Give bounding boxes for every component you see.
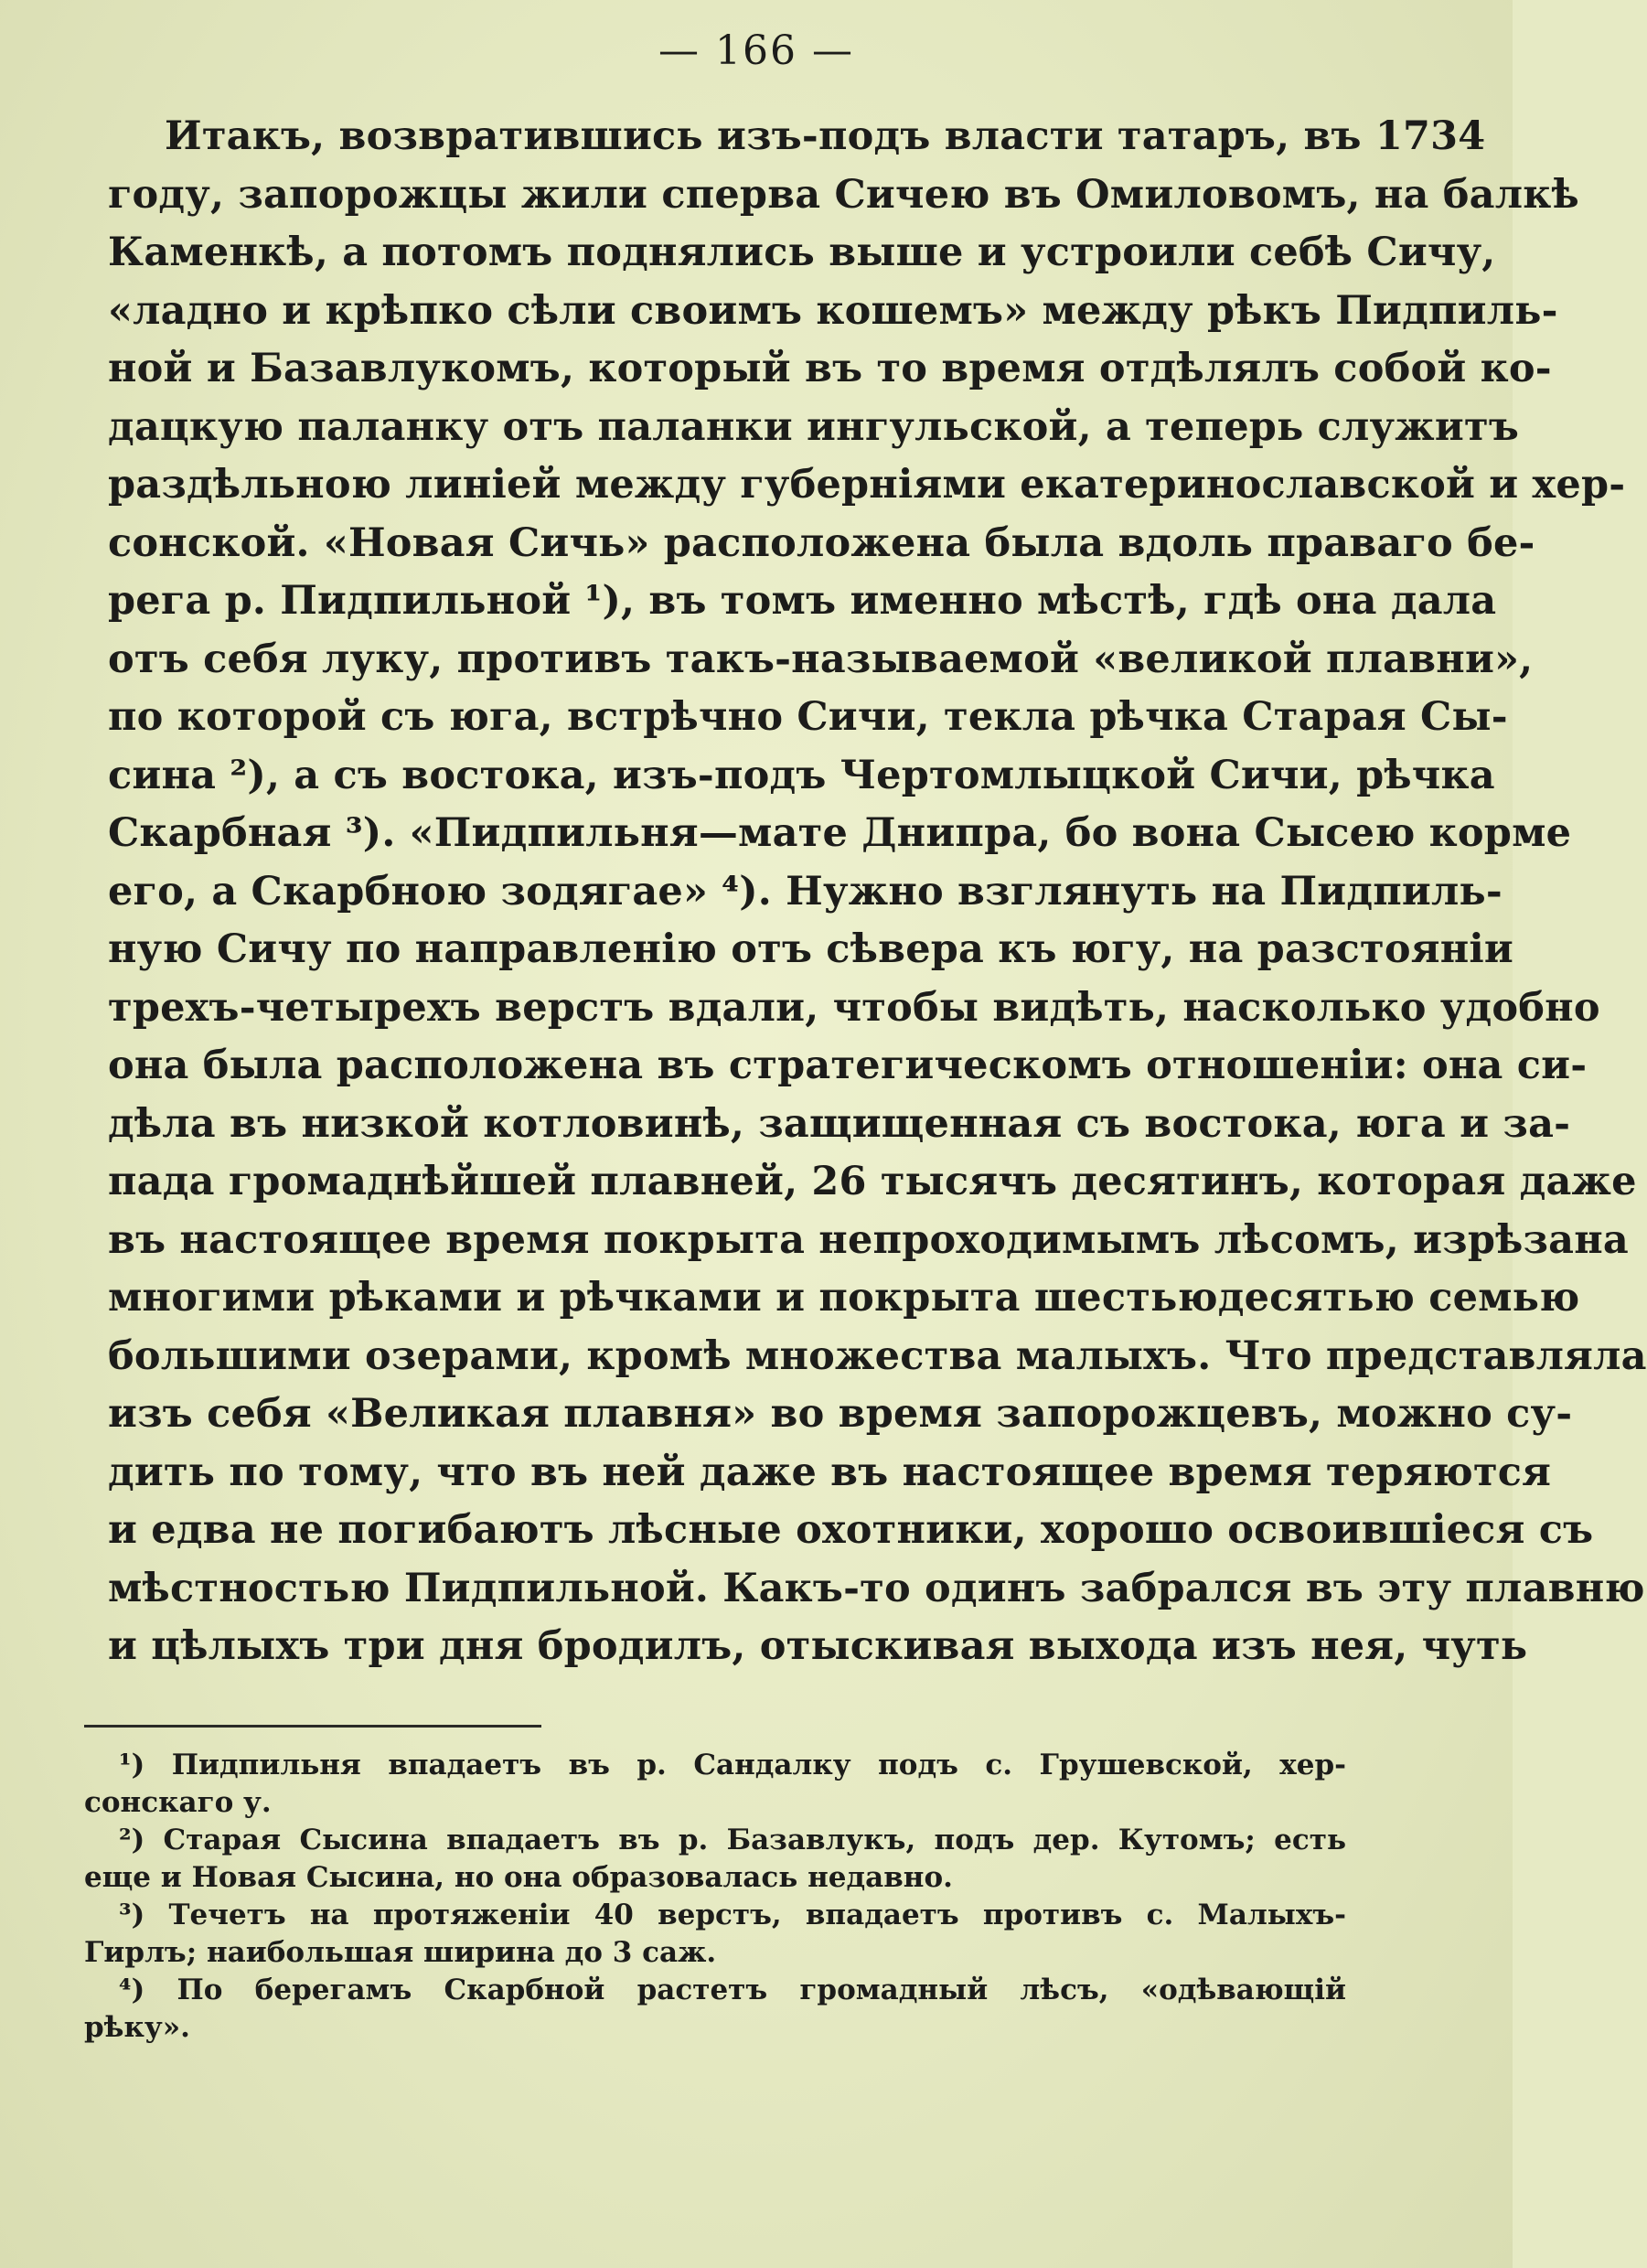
footnote-line: рѣку». [84, 2011, 190, 2044]
body-line: трехъ-четырехъ верстъ вдали, чтобы видѣть, насколько удобно [108, 984, 1600, 1031]
footnote-4 [84, 1972, 1346, 2047]
footnotes [84, 1747, 1346, 2047]
body-line: раздѣльною линіей между губерніями екатеринославской и хер- [108, 462, 1626, 508]
footnote-line: сонскаго у. [84, 1786, 272, 1819]
body-line: рега р. Пидпильной ¹), въ томъ именно мѣстѣ, гдѣ она дала [108, 578, 1497, 624]
footnote-line: еще и Новая Сысина, но она образовалась недавно. [84, 1861, 953, 1894]
body-line: дѣла въ низкой котловинѣ, защищенная съ востока, юга и за- [108, 1100, 1571, 1147]
body-line: она была расположена въ стратегическомъ отношеніи: она си- [108, 1043, 1588, 1088]
page-number: — 166 — [658, 27, 854, 74]
footnote-3 [84, 1897, 1346, 1972]
body-line: дить по тому, что въ ней даже въ настоящее время теряются [108, 1449, 1552, 1495]
body-line: дацкую паланку отъ паланки ингульской, а теперь служитъ [108, 403, 1520, 450]
body-text [108, 108, 1647, 1676]
body-line: многими рѣками и рѣчками и покрыта шестьюдесятью семью [108, 1275, 1580, 1321]
footnote-line: Гирлъ; наибольшая ширина до 3 саж. [84, 1936, 717, 1969]
body-line: его, а Скарбною зодягае» ⁴). Нужно взглянуть на Пидпиль- [108, 868, 1503, 915]
body-line: пада громаднѣйшей плавней, 26 тысячъ десятинъ, которая даже [108, 1159, 1637, 1204]
body-line: ной и Базавлукомъ, который въ то время отдѣлялъ собой ко- [108, 346, 1552, 391]
body-line: и едва не погибаютъ лѣсные охотники, хорошо освоившіеся съ [108, 1507, 1594, 1553]
body-line: ную Сичу по направленію отъ сѣвера къ югу, на разстояніи [108, 926, 1514, 972]
footnote-separator [84, 1725, 541, 1728]
footnote-line: ²) Старая Сысина впадаетъ въ р. Базавлукъ, подъ дер. Кутомъ; есть [119, 1824, 1346, 1856]
body-line: году, запорожцы жили сперва Сичею въ Омиловомъ, на балкѣ [108, 171, 1579, 218]
body-line: сина ²), а съ востока, изъ-подъ Чертомлыцкой Сичи, рѣчка [108, 752, 1495, 798]
body-line: Итакъ, возвратившись изъ-подъ власти татаръ, въ 1734 [165, 113, 1486, 159]
footnote-1 [84, 1747, 1346, 1822]
footnote-line: ¹) Пидпильня впадаетъ въ р. Сандалку подъ с. Грушевской, хер- [119, 1749, 1346, 1781]
body-line: и цѣлыхъ три дня бродилъ, отыскивая выхода изъ нея, чуть [108, 1623, 1528, 1669]
body-line: большими озерами, кромѣ множества малыхъ. Что представляла [108, 1332, 1647, 1379]
footnote-2 [84, 1822, 1346, 1897]
body-line: «ладно и крѣпко сѣли своимъ кошемъ» между рѣкъ Пидпиль- [108, 287, 1558, 334]
body-line: сонской. «Новая Сичь» расположена была вдоль праваго бе- [108, 519, 1535, 566]
body-line: въ настоящее время покрыта непроходимымъ лѣсомъ, изрѣзана [108, 1216, 1629, 1263]
footnote-line: ³) Течетъ на протяженіи 40 верстъ, впадаетъ противъ с. Малыхъ- [119, 1899, 1346, 1931]
body-line: изъ себя «Великая плавня» во время запорожцевъ, можно су- [108, 1391, 1573, 1437]
body-line: отъ себя луку, противъ такъ-называемой «великой плавни», [108, 636, 1534, 682]
body-line: Скарбная ³). «Пидпильня—мате Днипра, бо вона Сысею корме [108, 810, 1572, 856]
body-line: по которой съ юга, встрѣчно Сичи, текла рѣчка Старая Сы- [108, 694, 1508, 740]
body-line: мѣстностью Пидпильной. Какъ-то одинъ забрался въ эту плавню [108, 1565, 1645, 1611]
body-line: Каменкѣ, а потомъ поднялись выше и устроили себѣ Сичу, [108, 230, 1496, 275]
footnote-line: ⁴) По берегамъ Скарбной растетъ громадный лѣсъ, «одѣвающій [119, 1974, 1346, 2006]
